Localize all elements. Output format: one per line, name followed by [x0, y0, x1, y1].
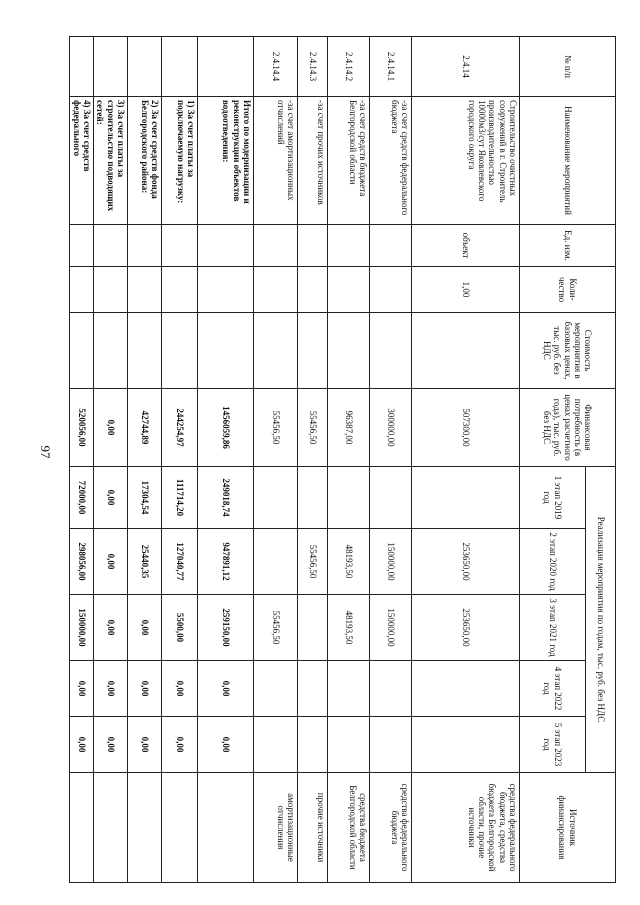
cell-need: 300000,00	[370, 389, 412, 467]
header-need: Финансовая потребность (в ценах расчетного года), тыс. руб. без НДС	[520, 389, 616, 467]
cell-name: -за счет амортизационных отчислений	[254, 97, 298, 225]
cell-y1	[412, 467, 520, 529]
cell-y3: 259150,00	[198, 595, 254, 661]
cell-no	[70, 37, 94, 97]
cell-no: 2.4.14.1	[370, 37, 412, 97]
cell-unit	[128, 225, 162, 267]
cell-y3: 5500,00	[162, 595, 198, 661]
cell-y4: 0,00	[70, 661, 94, 717]
table-row	[328, 37, 370, 883]
cell-y3: 150000,00	[70, 595, 94, 661]
cell-source	[162, 773, 198, 883]
cell-qty	[93, 267, 127, 313]
cell-y1	[328, 467, 370, 529]
cell-y2: 298056,00	[70, 529, 94, 595]
cell-cost	[254, 313, 298, 389]
header-unit: Ед. изм.	[520, 225, 616, 267]
cell-qty	[128, 267, 162, 313]
cell-y1: 0,00	[93, 467, 127, 529]
cell-name: Итого по модернизации и реконструкции объектов водоотведения:	[198, 97, 254, 225]
cell-source: средства федерального бюджета	[370, 773, 412, 883]
cell-need: 42744,89	[128, 389, 162, 467]
table-row	[298, 37, 328, 883]
cell-y2: 0,00	[93, 529, 127, 595]
cell-name: 4) За счет средств федерального	[70, 97, 94, 225]
cell-y5	[298, 717, 328, 773]
cell-y1	[254, 467, 298, 529]
cell-source: амортизационные отчисления	[254, 773, 298, 883]
header-realization: Реализация мероприятия по годам, тыс. руб. без НДС	[586, 467, 616, 773]
cell-cost	[128, 313, 162, 389]
cell-y3: 0,00	[93, 595, 127, 661]
cell-name: 2) За счет средств фонда Белгородского района:	[128, 97, 162, 225]
cell-need: 520056,00	[70, 389, 94, 467]
table-row	[370, 37, 412, 883]
cell-need: 1456059,86	[198, 389, 254, 467]
cell-unit	[298, 225, 328, 267]
cell-source	[70, 773, 94, 883]
cell-no: 2.4.14.4	[254, 37, 298, 97]
cell-y3: 0,00	[128, 595, 162, 661]
cell-y5	[328, 717, 370, 773]
cell-y5: 0,00	[162, 717, 198, 773]
header-cost: Стоимость мероприятия в базовых ценах, тыс. руб. без НДС	[520, 313, 616, 389]
cell-unit: объект	[412, 225, 520, 267]
cell-y4	[254, 661, 298, 717]
cell-y5: 0,00	[70, 717, 94, 773]
cell-y2: 55456,50	[298, 529, 328, 595]
cell-no	[162, 37, 198, 97]
header-year-4: 4 этап 2022 год	[520, 661, 586, 717]
header-name: Наименование мероприятий	[520, 97, 616, 225]
cell-y2: 25440,35	[128, 529, 162, 595]
cell-source: прочие источники	[298, 773, 328, 883]
cell-y4	[328, 661, 370, 717]
header-source: Источник финансирования	[520, 773, 616, 883]
cell-source	[198, 773, 254, 883]
cell-no: 2.4.14.2	[328, 37, 370, 97]
cell-qty	[298, 267, 328, 313]
cell-name: 1) За счет платы за подключаемую нагрузку:	[162, 97, 198, 225]
table-row	[254, 37, 298, 883]
cell-y1: 111714,20	[162, 467, 198, 529]
cell-y1: 17304,54	[128, 467, 162, 529]
cell-need: 55456,50	[254, 389, 298, 467]
cell-qty	[254, 267, 298, 313]
cell-cost	[328, 313, 370, 389]
cell-source	[93, 773, 127, 883]
cell-name: Строительство очистных сооружений в г. Строитель производительностью 10000м3/сут Яковлевского городского округа	[412, 97, 520, 225]
table-row	[70, 37, 94, 883]
cell-y2: 127040,77	[162, 529, 198, 595]
cell-y1: 249018,74	[198, 467, 254, 529]
cell-cost	[198, 313, 254, 389]
cell-y2: 150000,00	[370, 529, 412, 595]
cell-y1	[298, 467, 328, 529]
cell-source: средства бюджета Белгородской области	[328, 773, 370, 883]
cell-y4	[298, 661, 328, 717]
investment-table	[69, 36, 616, 883]
cell-cost	[298, 313, 328, 389]
cell-y5: 0,00	[198, 717, 254, 773]
cell-unit	[198, 225, 254, 267]
cell-y2: 48193,50	[328, 529, 370, 595]
cell-qty	[70, 267, 94, 313]
cell-cost	[412, 313, 520, 389]
cell-unit	[93, 225, 127, 267]
cell-y5: 0,00	[128, 717, 162, 773]
header-year-3: 3 этап 2021 год	[520, 595, 586, 661]
cell-no	[93, 37, 127, 97]
cell-unit	[162, 225, 198, 267]
cell-need: 507300,00	[412, 389, 520, 467]
cell-y2: 253650,00	[412, 529, 520, 595]
header-year-5: 5 этап 2023 год	[520, 717, 586, 773]
cell-y1	[370, 467, 412, 529]
table-row	[162, 37, 198, 883]
cell-unit	[70, 225, 94, 267]
page-number: 97	[38, 445, 53, 459]
cell-name: -за счет средств федерального бюджета	[370, 97, 412, 225]
cell-no: 2.4.14	[412, 37, 520, 97]
cell-y3: 48193,50	[328, 595, 370, 661]
cell-y5	[370, 717, 412, 773]
cell-y3: 150000,00	[370, 595, 412, 661]
cell-cost	[370, 313, 412, 389]
cell-source: средства федерального бюджета, средства бюджета Белгородской области, прочие источники	[412, 773, 520, 883]
header-year-1: 1 этап 2019 год	[520, 467, 586, 529]
cell-y4: 0,00	[162, 661, 198, 717]
cell-y5	[412, 717, 520, 773]
cell-name: 3) За счет платы за строительство подводящих сетей:	[93, 97, 127, 225]
cell-y2	[254, 529, 298, 595]
cell-qty	[370, 267, 412, 313]
cell-y5	[254, 717, 298, 773]
cell-need: 96387,00	[328, 389, 370, 467]
header-no: № п/п	[520, 37, 616, 97]
cell-y4: 0,00	[198, 661, 254, 717]
cell-need: 0,00	[93, 389, 127, 467]
cell-qty	[198, 267, 254, 313]
cell-y3: 55456,50	[254, 595, 298, 661]
table-row	[412, 37, 520, 883]
cell-qty	[328, 267, 370, 313]
cell-y4	[370, 661, 412, 717]
table-row	[93, 37, 127, 883]
cell-y4: 0,00	[93, 661, 127, 717]
cell-y1: 72000,00	[70, 467, 94, 529]
cell-source	[128, 773, 162, 883]
cell-name: -за счет прочих источников	[298, 97, 328, 225]
rotated-page-content	[71, 36, 616, 882]
table-row	[128, 37, 162, 883]
cell-y4: 0,00	[128, 661, 162, 717]
cell-cost	[93, 313, 127, 389]
cell-unit	[254, 225, 298, 267]
cell-no: 2.4.14.3	[298, 37, 328, 97]
cell-unit	[370, 225, 412, 267]
cell-y4	[412, 661, 520, 717]
cell-no	[128, 37, 162, 97]
cell-no	[198, 37, 254, 97]
cell-y5: 0,00	[93, 717, 127, 773]
cell-name: -за счет средств бюджета Белгородской области	[328, 97, 370, 225]
cell-need: 55456,50	[298, 389, 328, 467]
cell-qty: 1,00	[412, 267, 520, 313]
cell-y3	[298, 595, 328, 661]
cell-unit	[328, 225, 370, 267]
cell-cost	[70, 313, 94, 389]
table-row-total	[198, 37, 254, 883]
header-qty: Коли-чество	[520, 267, 616, 313]
cell-qty	[162, 267, 198, 313]
header-year-2: 2 этап 2020 год	[520, 529, 586, 595]
cell-y3: 253650,00	[412, 595, 520, 661]
cell-need: 244254,97	[162, 389, 198, 467]
cell-y2: 947891,12	[198, 529, 254, 595]
cell-cost	[162, 313, 198, 389]
